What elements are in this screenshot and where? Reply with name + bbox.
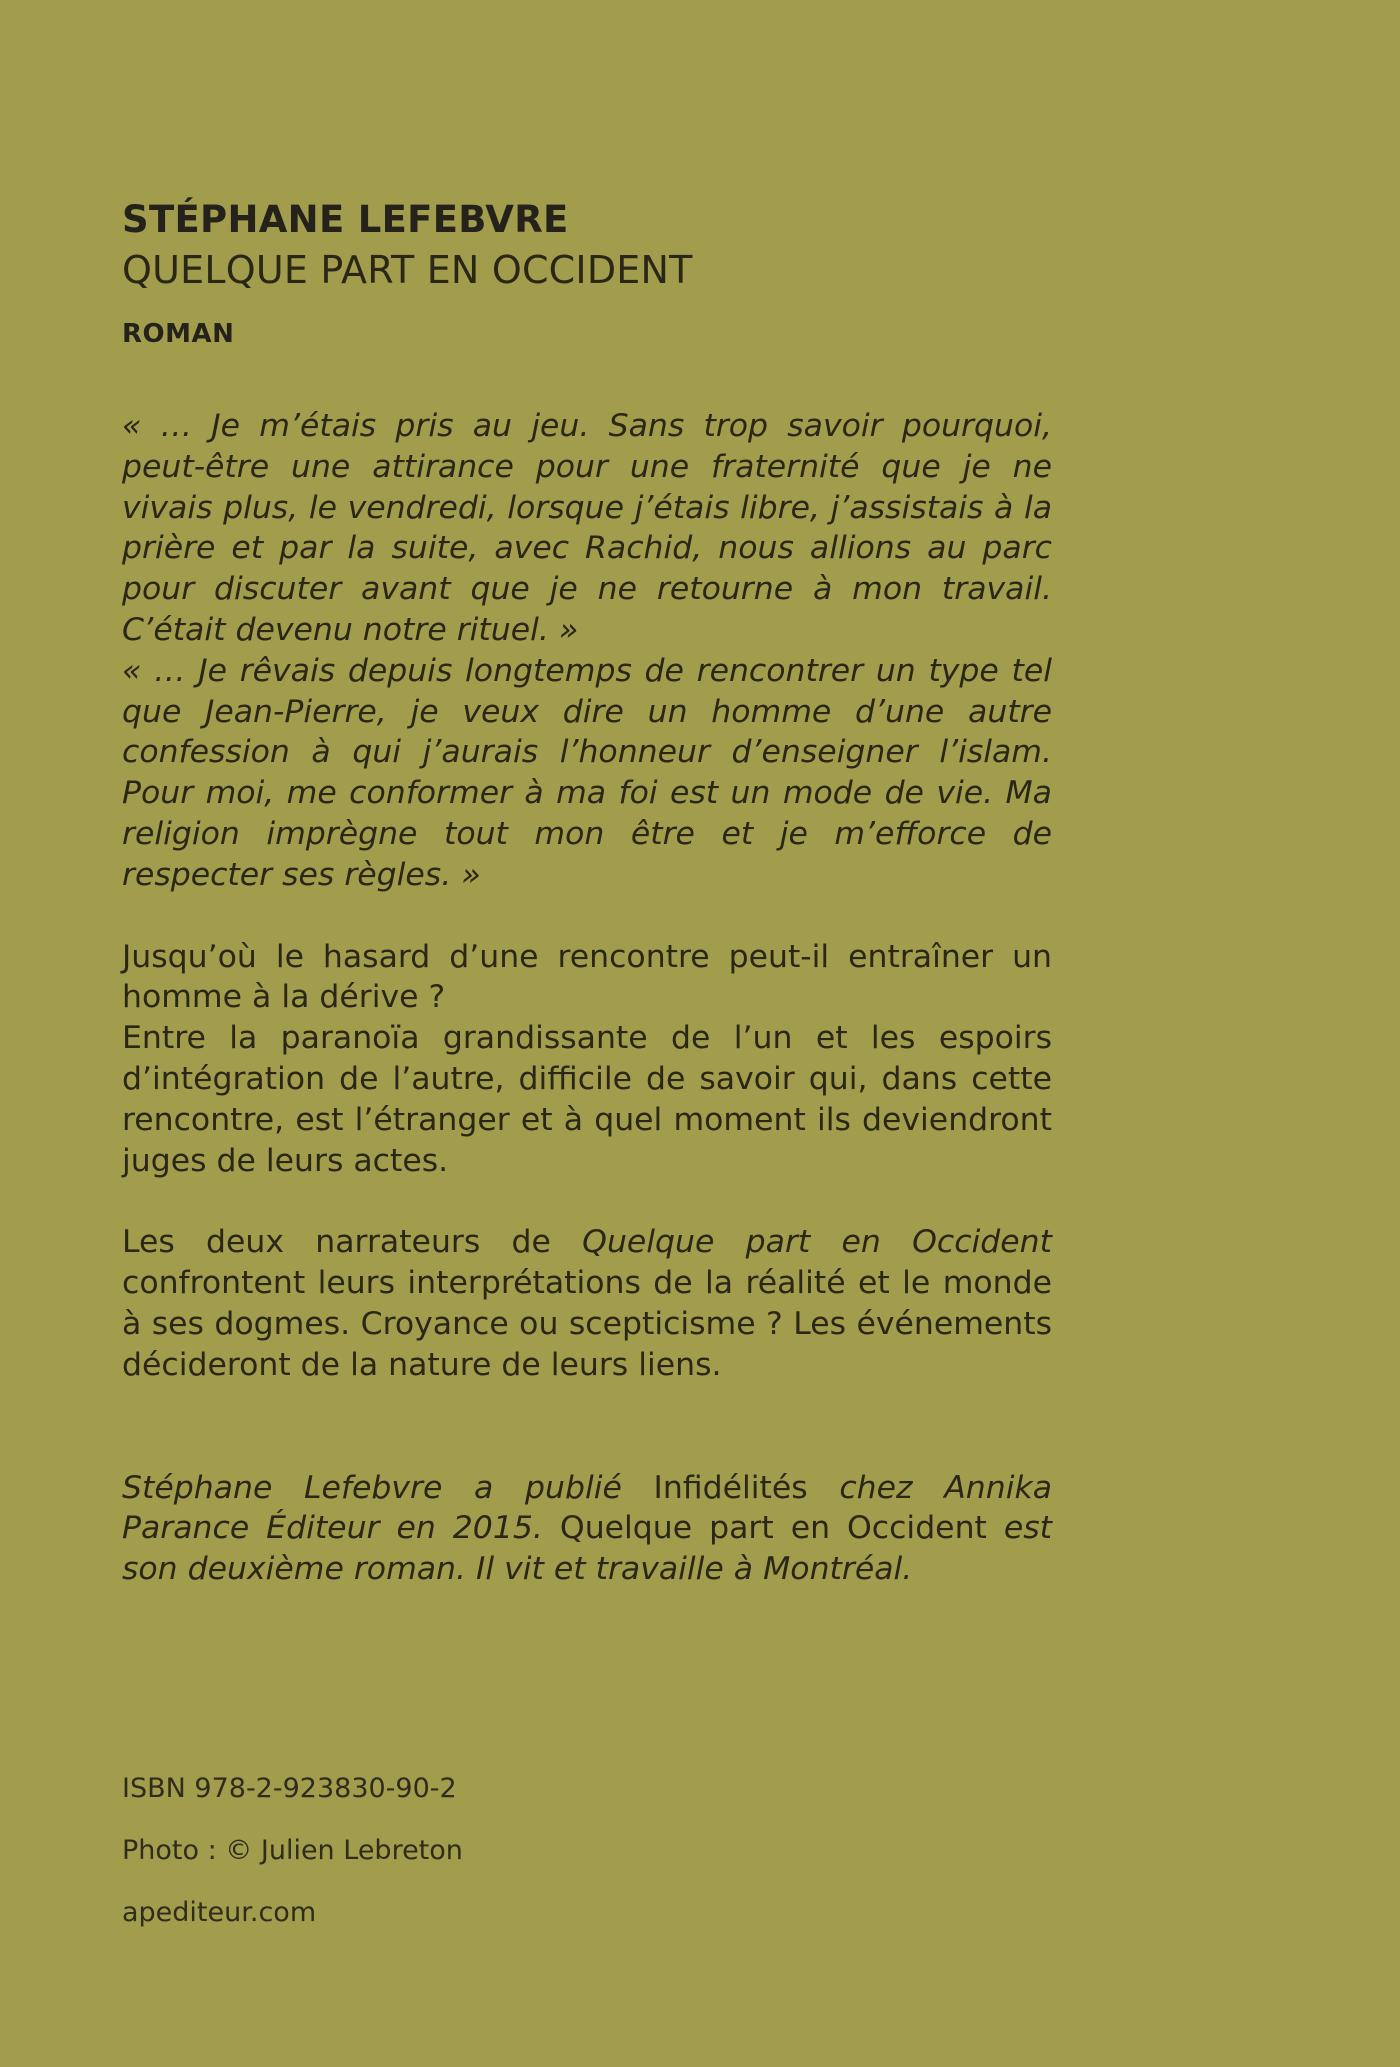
blurb-narrators	[122, 1222, 1052, 1385]
bio-part-3: est son deuxième roman. Il vit et travaille à Montréal.	[122, 1510, 1053, 1588]
genre-label: ROMAN	[122, 319, 235, 349]
photo-credit: Photo : © Julien Lebreton	[122, 1835, 463, 1866]
narrators-rest: confrontent leurs interprétations de la réalité et le monde à ses dogmes. Croyance ou scepticisme ? Les événements décideront de la nature de leurs liens.	[122, 1265, 1052, 1383]
excerpt-quote-2: « … Je rêvais depuis longtemps de rencontrer un type tel que Jean-Pierre, je veux dire un homme d’une autre confession à qui j’aurais l’honneur d’enseigner l’islam. Pour moi, me conformer à ma foi est un mode de vie. Ma religion imprègne tout mon être et je m’efforce de respecter ses règles. »	[122, 652, 1052, 893]
narrators-lead: Les deux narrateurs de	[122, 1224, 583, 1261]
cover-content	[122, 196, 1052, 1590]
blurb-paragraph: Entre la paranoïa grandissante de l’un et les espoirs d’intégration de l’autre, difficile de savoir qui, dans cette rencontre, est l’étranger et à quel moment ils deviendront juges de leurs actes.	[122, 1020, 1052, 1179]
narrators-book-title: Quelque part en Occident	[582, 1224, 1053, 1261]
narrators-paragraph	[122, 1222, 1052, 1385]
author-bio	[122, 1468, 1052, 1590]
isbn-number: ISBN 978-2-923830-90-2	[122, 1773, 457, 1804]
excerpt-quote-1: « … Je m’étais pris au jeu. Sans trop savoir pourquoi, peut-être une attirance pour une fraternité que je ne vivais plus, le vendredi, lorsque j’étais libre, j’assistais à la prière et par la suite, avec Rachid, nous allions au parc pour discuter avant que je ne retourne à mon travail. C’était devenu notre rituel. »	[122, 408, 1052, 648]
cover-footer	[122, 1773, 922, 1929]
author-name: STÉPHANE LEFEBVRE	[122, 198, 569, 241]
book-title: QUELQUE PART EN OCCIDENT	[122, 248, 693, 292]
publisher-website: apediteur.com	[122, 1897, 317, 1928]
bio-part-1: Stéphane Lefebvre a publié	[122, 1469, 654, 1506]
bio-paragraph	[122, 1468, 1052, 1590]
excerpt-quotes	[122, 406, 1052, 896]
bio-book-2: Quelque part en Occident	[559, 1510, 987, 1547]
blurb-question: Jusqu’où le hasard d’une rencontre peut-il entraîner un homme à la dérive ?	[122, 938, 1052, 1016]
bio-part-2: chez Annika Parance Éditeur en 2015.	[122, 1469, 1052, 1547]
blurb-summary	[122, 937, 1052, 1182]
bio-book-1: Infidélités	[653, 1469, 808, 1506]
